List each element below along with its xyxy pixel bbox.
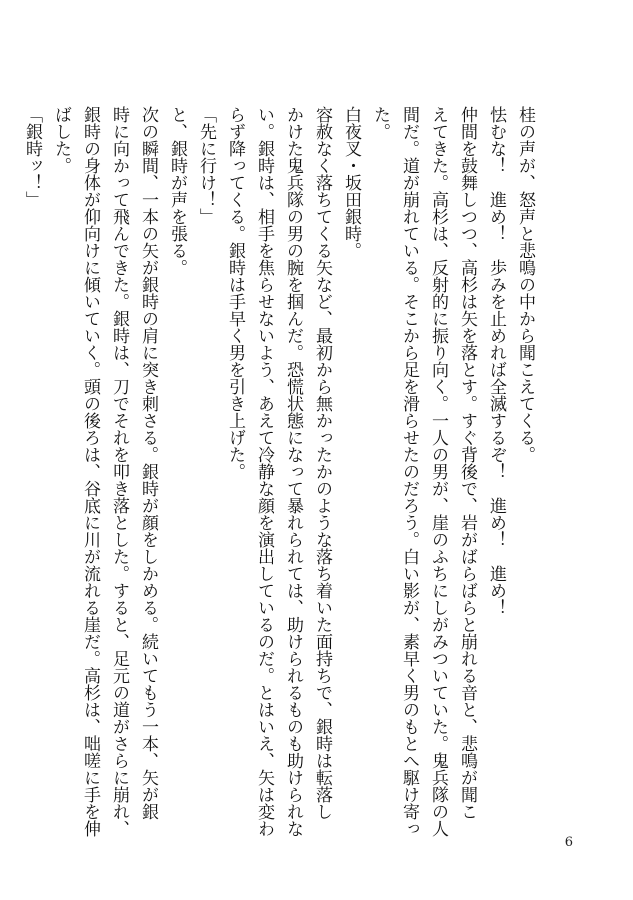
vertical-text-body (17, 106, 539, 837)
text-line-1: 桂の声が、怒声と悲鳴の中から聞こえてくる。 (515, 106, 535, 463)
text-line-17: ばした。 (51, 106, 71, 174)
text-line-11: らず降ってくる。銀時は手早く男を引き上げた。 (225, 106, 245, 480)
text-line-2: 怯むな！ 進め！ 歩みを止めれば全滅するぞ！ 進め！ 進め！ (486, 106, 506, 616)
text-line-15: 時に向かって飛んできた。銀時は、刀でそれを叩き落とした。すると、足元の道がさらに崩れ、 (109, 106, 129, 837)
text-line-8: 容赦なく落ちてくる矢など、最初から無かったかのような落ち着いた面持ちで、銀時は転落し (312, 106, 332, 820)
text-line-18: 「銀時ッ！」 (22, 106, 42, 208)
text-line-16: 銀時の身体が仰向けに傾いていく。頭の後ろは、谷底に川が流れる崖だ。高杉は、咄嗟に手を伸 (80, 106, 100, 837)
text-line-12: 「先に行け！」 (196, 106, 216, 225)
page-number: 6 (564, 835, 573, 850)
text-line-7: 白夜叉・坂田銀時。 (341, 106, 361, 259)
text-line-6: た。 (370, 106, 390, 140)
text-line-5: 間だ。道が崩れている。そこから足を滑らせたのだろう。白い影が、素早く男のもとへ駆け寄っ (399, 106, 419, 837)
text-line-14: 次の瞬間、一本の矢が銀時の肩に突き刺さる。銀時が顔をしかめる。続いてもう一本、矢が銀 (138, 106, 158, 820)
text-line-3: 仲間を鼓舞しつつ、高杉は矢を落とす。すぐ背後で、岩がばらばらと崩れる音と、悲鳴が聞こ (457, 106, 477, 820)
text-line-9: かけた鬼兵隊の男の腕を掴んだ。恐慌状態になって暴れられては、助けられるものも助けられな (283, 106, 303, 837)
text-line-13: と、銀時が声を張る。 (167, 106, 187, 276)
text-line-10: い。銀時は、相手を焦らせないよう、あえて冷静な顔を演出しているのだ。とはいえ、矢は変わ (254, 106, 274, 837)
text-line-4: えてきた。高杉は、反射的に振り向く。一人の男が、崖のふちにしがみついていた。鬼兵隊の人 (428, 106, 448, 837)
